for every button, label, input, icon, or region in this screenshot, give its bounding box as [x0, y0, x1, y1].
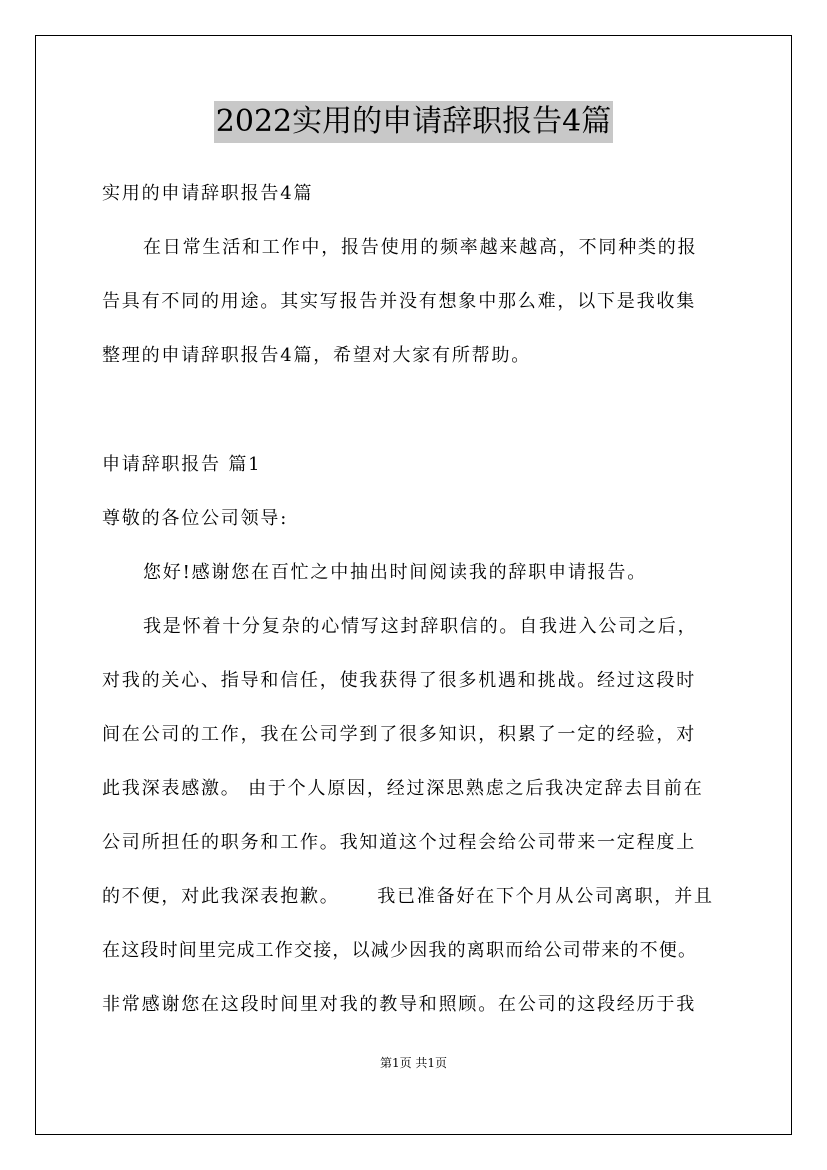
body-line: 非常感谢您在这段时间里对我的教导和照顾。在公司的这段经历于我	[102, 994, 696, 1015]
section-heading: 申请辞职报告 篇1	[102, 454, 262, 475]
intro-line: 告具有不同的用途。其实写报告并没有想象中那么难，以下是我收集	[102, 291, 696, 312]
salutation: 尊敬的各位公司领导:	[102, 508, 289, 529]
intro-line: 整理的申请辞职报告4篇，希望对大家有所帮助。	[102, 345, 532, 366]
intro-line: 在日常生活和工作中，报告使用的频率越来越高，不同种类的报	[143, 237, 698, 258]
body-line: 对我的关心、指导和信任，使我获得了很多机遇和挑战。经过这段时	[102, 670, 696, 691]
document-title: 2022实用的申请辞职报告4篇	[214, 101, 613, 143]
body-line: 此我深表感激。 由于个人原因，经过深思熟虑之后我决定辞去目前在	[102, 778, 704, 799]
greeting-line: 您好!感谢您在百忙之中抽出时间阅读我的辞职申请报告。	[143, 562, 648, 583]
body-line: 我是怀着十分复杂的心情写这封辞职信的。自我进入公司之后，	[143, 616, 698, 637]
title-container	[0, 101, 827, 143]
body-line: 在这段时间里完成工作交接，以减少因我的离职而给公司带来的不便。	[102, 940, 698, 961]
body-line: 的不便，对此我深表抱歉。 我已准备好在下个月从公司离职，并且	[102, 886, 714, 907]
body-line: 公司所担任的职务和工作。我知道这个过程会给公司带来一定程度上	[102, 832, 696, 853]
page-footer: 第1页 共1页	[379, 1056, 448, 1070]
document-subtitle: 实用的申请辞职报告4篇	[102, 183, 314, 204]
body-line: 间在公司的工作，我在公司学到了很多知识，积累了一定的经验，对	[102, 724, 696, 745]
